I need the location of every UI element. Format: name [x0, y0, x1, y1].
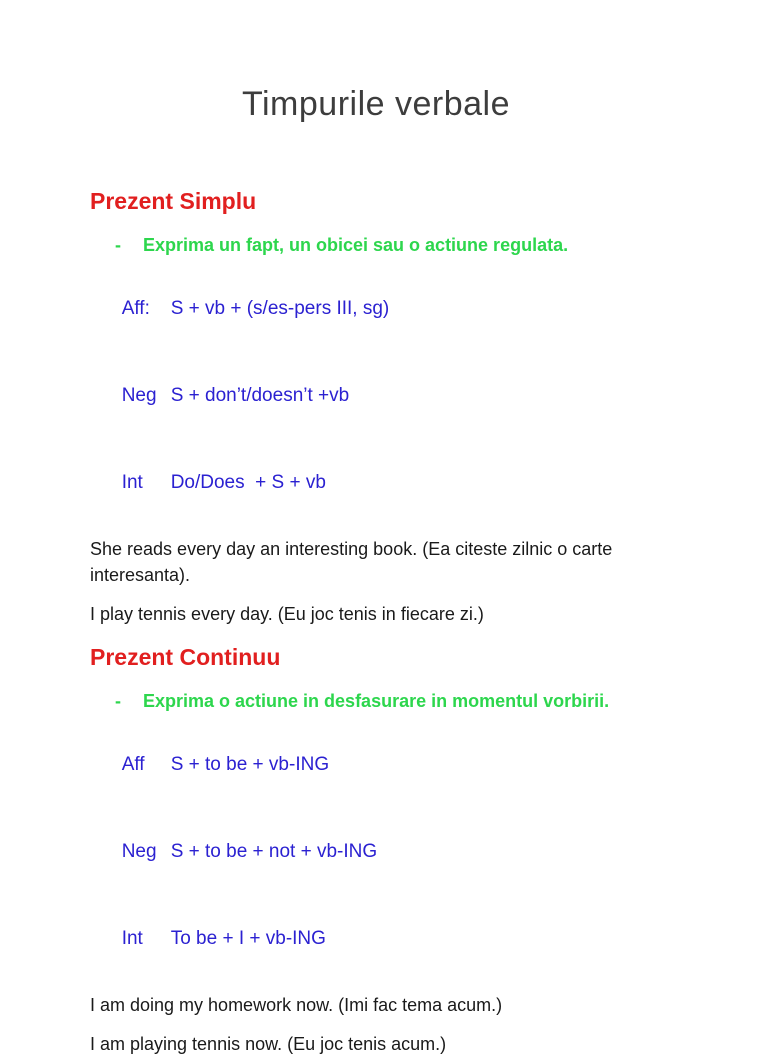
example-sentence: I am doing my homework now. (Imi fac tema acum.) [90, 995, 503, 1015]
example-sentence: I play tennis every day. (Eu joc tenis in fiecare zi.) [90, 604, 484, 624]
formula-row [90, 273, 662, 345]
bullet-dash: - [115, 691, 121, 711]
formula-text: Do/Does + S + vb [170, 472, 326, 493]
page-title: Timpurile verbale [242, 85, 510, 123]
bullet-item [115, 234, 662, 256]
formula-label: Int [121, 928, 143, 949]
section-prezent-continuu [90, 642, 662, 1057]
bullet-item [115, 690, 662, 712]
formula-label: Int [121, 472, 143, 493]
formula-text: S + don’t/doesn’t +vb [170, 385, 350, 406]
bullet-dash: - [115, 235, 121, 255]
formula-row [90, 729, 662, 801]
example-sentence: She reads every day an interesting book. (Ea citeste zilnic o carte interesanta). [90, 539, 613, 585]
formula-text: S + to be + vb-ING [170, 754, 330, 775]
example-sentence: I am playing tennis now. (Eu joc tenis acum.) [90, 1034, 447, 1054]
formula-row [90, 903, 662, 975]
formula-text: S + to be + not + vb-ING [170, 841, 378, 862]
formula-label: Aff [121, 754, 145, 775]
formula-text: To be + I + vb-ING [170, 928, 326, 949]
bullet-text: Exprima un fapt, un obicei sau o actiune regulata. [143, 235, 569, 255]
formula-row [90, 447, 662, 519]
section-prezent-simplu [90, 186, 662, 627]
formula-row [90, 360, 662, 432]
formula-text: S + vb + (s/es-pers III, sg) [170, 298, 390, 319]
formula-row [90, 816, 662, 888]
formula-label: Aff: [121, 298, 150, 319]
formula-label: Neg [121, 385, 157, 406]
formula-label: Neg [121, 841, 157, 862]
section-heading: Prezent Continuu [90, 644, 281, 670]
bullet-text: Exprima o actiune in desfasurare in momentul vorbirii. [143, 691, 610, 711]
section-heading: Prezent Simplu [90, 188, 257, 214]
